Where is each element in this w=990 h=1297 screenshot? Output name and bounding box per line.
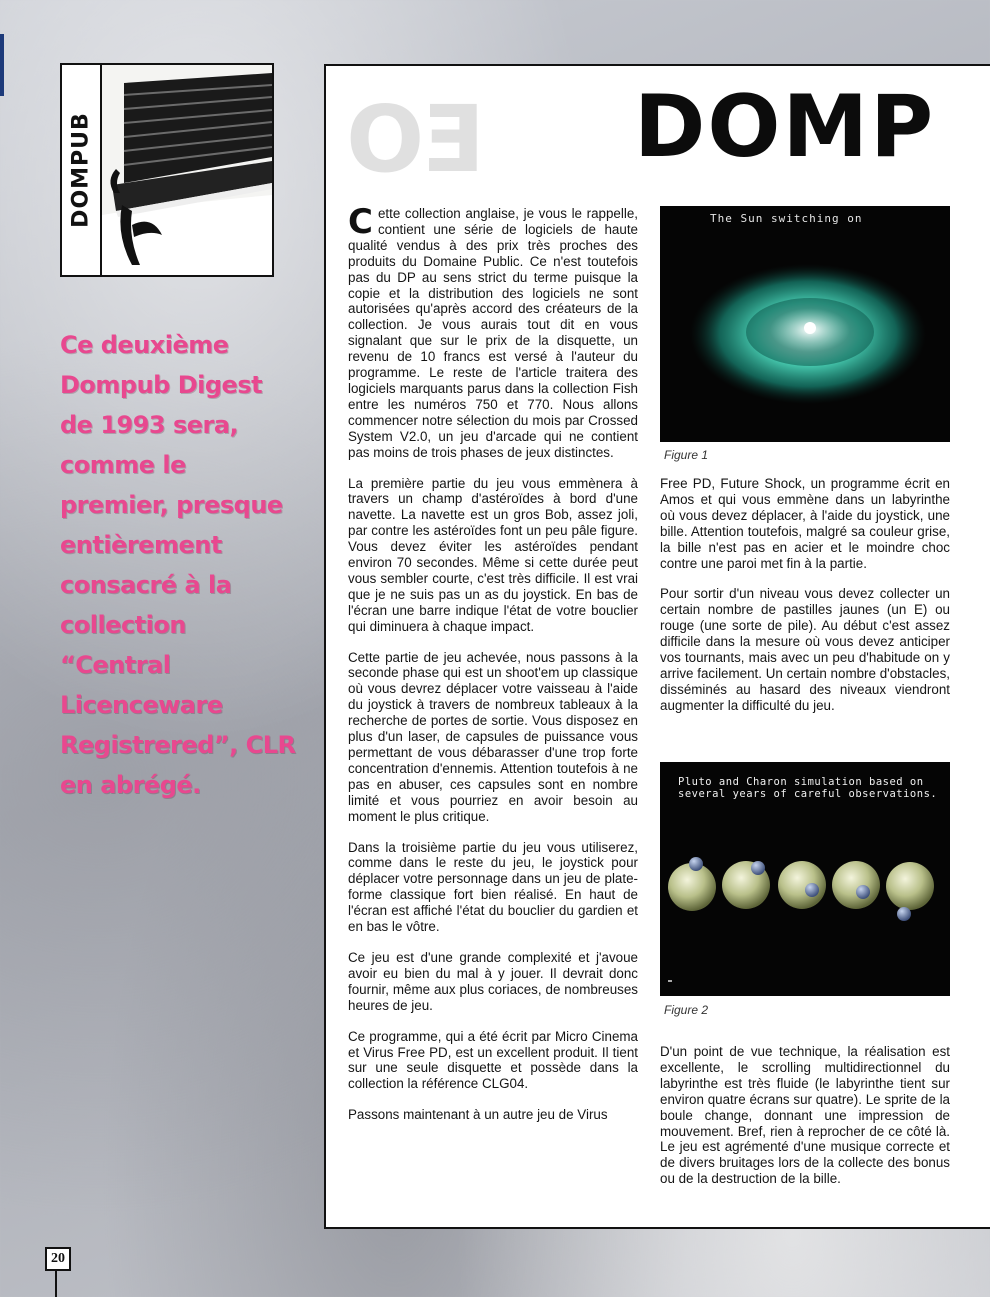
figure-2-caption: Figure 2 xyxy=(664,1003,709,1017)
article-paragraph: Ce programme, qui a été écrit par Micro Cinema et Virus Free PD, est un excellent produit. Il tient sur une seule disquette et possède dans la collection la référence CLG04. xyxy=(348,1028,638,1092)
sun-nebula-icon xyxy=(660,206,950,442)
dropcap: C xyxy=(348,202,373,242)
article-paragraph: Dans la troisième partie du jeu vous utiliserez, comme dans le reste du jeu, le joystick pour déplacer votre personnage dans un jeu de plate-forme classique fort bien réalisé. En haut de l'écran est affiché l'état du bouclier du gardien et en bas le vôtre. xyxy=(348,839,638,935)
article-column-right-bottom xyxy=(660,1044,950,1202)
pluto-charon-orbits-icon xyxy=(660,762,950,996)
article-paragraph: Pour sortir d'un niveau vous devez collecter un certain nombre de pastilles jaunes (un E) ou rouge (une sorte de pile). Au début c'est assez difficile dans la mesure où vous devez anticiper vos tournants, mais avec un peu d'habitude on y arrive facilement. Un certain nombre d'obstacles, disséminés au hasard des niveaux viendront augmenter la difficulté du jeu. xyxy=(660,586,950,713)
headline-ghost: EO xyxy=(348,86,486,193)
intro-text: Ce deuxième Dompub Digest de 1993 sera, comme le premier, presque entièrement consacré à la collection “Central Licenceware Registrered”, CLR en abrégé. xyxy=(60,331,296,799)
dompub-logo xyxy=(60,63,274,277)
logo-tab xyxy=(62,65,102,275)
article-paragraph: D'un point de vue technique, la réalisation est excellente, le scrolling multidirectionnel du labyrinthe est très fluide (le labyrinthe tient sur environ quatre écrans sur quatre). Le sprite de la boule change, donnant une impression de mouvement. Bref, rien à reprocher de ce côté là. Le jeu est agrémenté d'une musique correcte et de divers bruitages lors de la collecte des bonus ou de la destruction de la bille. xyxy=(660,1044,950,1187)
park-bench-icon xyxy=(102,65,272,275)
article-paragraph: La première partie du jeu vous emmènera à travers un champ d'astéroïdes à bord d'une navette. La navette est un gros Bob, assez joli, par contre les astéroïdes font un peu pâle figure. Vous devez éviter les astéroïdes pendant environ 70 secondes. Même si cette durée peut vous sembler courte, c'est très difficile. Il est vrai que je ne suis pas un as du joystick. En bas de l'écran une barre indique l'état de votre bouclier qui diminuera à chaque impact. xyxy=(348,475,638,634)
logo-label: DOMPUB xyxy=(68,112,94,228)
article-paragraph: Cette partie de jeu achevée, nous passons à la seconde phase qui est un shoot'em up classique où vous devrez déplacer votre vaisseau à l'aide du joystick à travers de nombreux tableaux à la recherche de portes de sortie. Vous disposez en plus d'un laser, de capsules de puissance vous permettant de vous débarasser d'une trop forte concentration d'ennemis. Attention toutefois à ne pas en abuser, ces capsules sont en nombre limité et vous pourriez en avoir besoin au moment le plus critique. xyxy=(348,649,638,824)
article-panel xyxy=(324,64,990,1229)
page-number-rule xyxy=(55,1270,57,1297)
figure-2-screen-text: Pluto and Charon simulation based on several years of careful observations. xyxy=(678,776,938,800)
headline: DOMP xyxy=(634,77,936,177)
article-paragraph: Free PD, Future Shock, un programme écrit en Amos et qui vous emmène dans un labyrinthe où vous devez déplacer, à l'aide du joystick, une bille. Attention toutefois, malgré sa couleur grise, la bille n'est pas en acier et le moindre choc contre une paroi met fin à la partie. xyxy=(660,476,950,571)
article-paragraph: Cette collection anglaise, je vous le rappelle, contient une série de logiciels de haute qualité vendus à des prix très proches des produits du Domaine Public. Ce n'est toutefois pas du DP au sens strict du terme puisque la copie et la distribution des logiciels ne sont autorisées qu'après accord des créateurs de la collection. Je vous aurais tout dit en vous signalant que sur le prix de la disquette, un revenu de 10 francs est versé à l'auteur du programme. Le reste de l'article traitera des logiciels marquants parus dans la collection Fish entre les numéros 750 et 770. Nous allons commencer notre sélection du mois par Crossed System V2.0, un jeu d'arcade qui ne contient pas moins de trois phases de jeux distinctes. xyxy=(348,202,638,460)
article-column-right xyxy=(660,476,950,729)
page-number: 20 xyxy=(45,1247,71,1271)
article-paragraph: Passons maintenant à un autre jeu de Virus xyxy=(348,1107,608,1123)
figure-2-screenshot xyxy=(660,762,950,996)
edge-color-mark xyxy=(0,34,4,96)
figure-1-caption: Figure 1 xyxy=(664,448,709,462)
figure-1-screenshot xyxy=(660,206,950,442)
article-column-left xyxy=(348,202,638,1138)
article-paragraph: Ce jeu est d'une grande complexité et j'avoue avoir eu bien du mal à y jouer. Il devrait donc fournir, même aux plus coriaces, de nombreuses heures de jeu. xyxy=(348,949,638,1013)
figure-1-screen-text: The Sun switching on xyxy=(710,212,863,225)
